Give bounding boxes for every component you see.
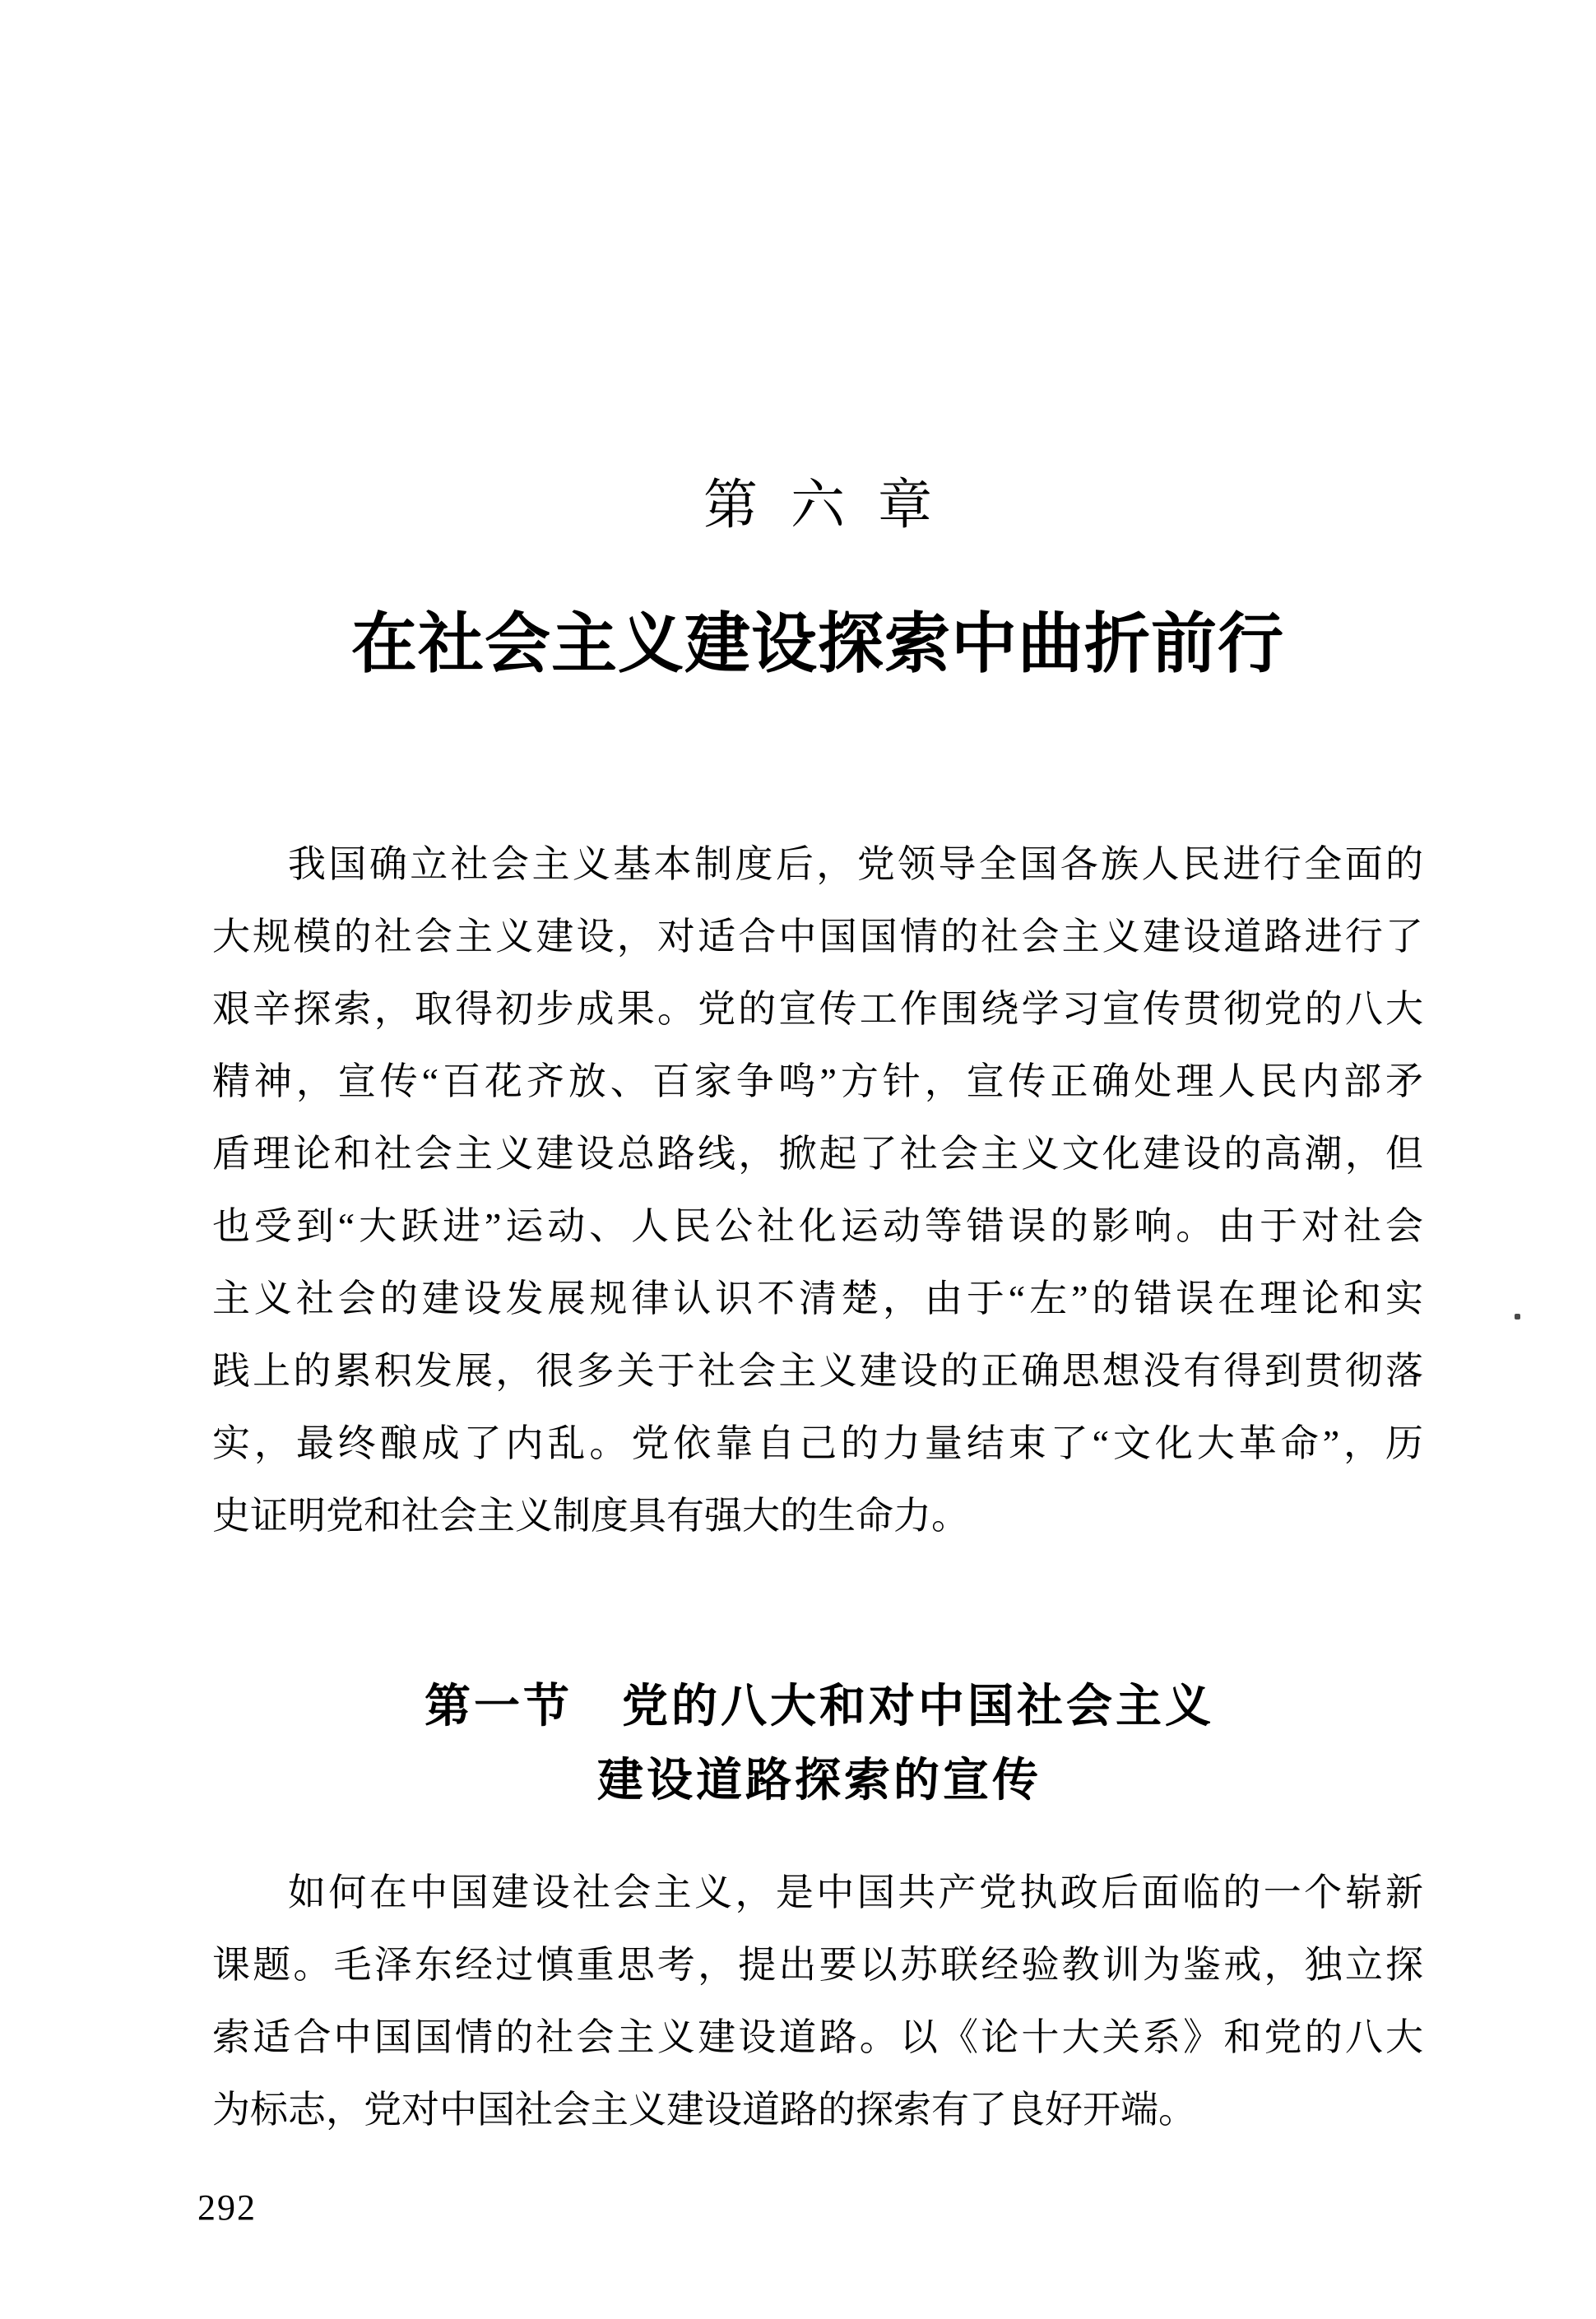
- paragraph-line: 索适合中国国情的社会主义建设道路。以《论十大关系》和党的八大: [212, 2016, 1423, 2058]
- paragraph-line: 为标志，党对中国社会主义建设道路的探索有了良好开端。: [212, 2089, 1196, 2131]
- paragraph-line: 践上的累积发展，很多关于社会主义建设的正确思想没有得到贯彻落: [212, 1350, 1423, 1392]
- paragraph-line: 艰辛探索，取得初步成果。党的宣传工作围绕学习宣传贯彻党的八大: [212, 988, 1423, 1030]
- intro-paragraph: [212, 828, 1423, 1552]
- paragraph-line: 我国确立社会主义基本制度后，党领导全国各族人民进行全面的: [288, 843, 1423, 885]
- paragraph-line: 实，最终酿成了内乱。党依靠自己的力量结束了“文化大革命”，历: [212, 1422, 1423, 1464]
- paragraph-line: 课题。毛泽东经过慎重思考，提出要以苏联经验教训为鉴戒，独立探: [212, 1944, 1423, 1986]
- paragraph-line: 史证明党和社会主义制度具有强大的生命力。: [212, 1495, 969, 1537]
- page-number: 292: [197, 2187, 257, 2228]
- chapter-number-label: 第六章: [703, 475, 965, 536]
- paragraph-line: 也受到“大跃进”运动、人民公社化运动等错误的影响。由于对社会: [212, 1205, 1423, 1247]
- section-paragraph: [212, 1857, 1423, 2146]
- chapter-title: 在社会主义建设探索中曲折前行: [351, 609, 1284, 681]
- paragraph-line: 主义社会的建设发展规律认识不清楚，由于“左”的错误在理论和实: [212, 1278, 1423, 1320]
- scan-artifact-dot: [1515, 1314, 1520, 1320]
- section-heading-line-2: 建设道路探索的宣传: [597, 1755, 1042, 1807]
- section-heading-line-1: 第一节 党的八大和对中国社会主义: [425, 1681, 1214, 1732]
- paragraph-line: 大规模的社会主义建设，对适合中国国情的社会主义建设道路进行了: [212, 916, 1423, 958]
- paragraph-line: 盾理论和社会主义建设总路线，掀起了社会主义文化建设的高潮，但: [212, 1133, 1423, 1175]
- paragraph-line: 精神，宣传“百花齐放、百家争鸣”方针，宣传正确处理人民内部矛: [212, 1060, 1423, 1102]
- paragraph-line: 如何在中国建设社会主义，是中国共产党执政后面临的一个崭新: [288, 1871, 1423, 1913]
- section-heading: [212, 1670, 1423, 1818]
